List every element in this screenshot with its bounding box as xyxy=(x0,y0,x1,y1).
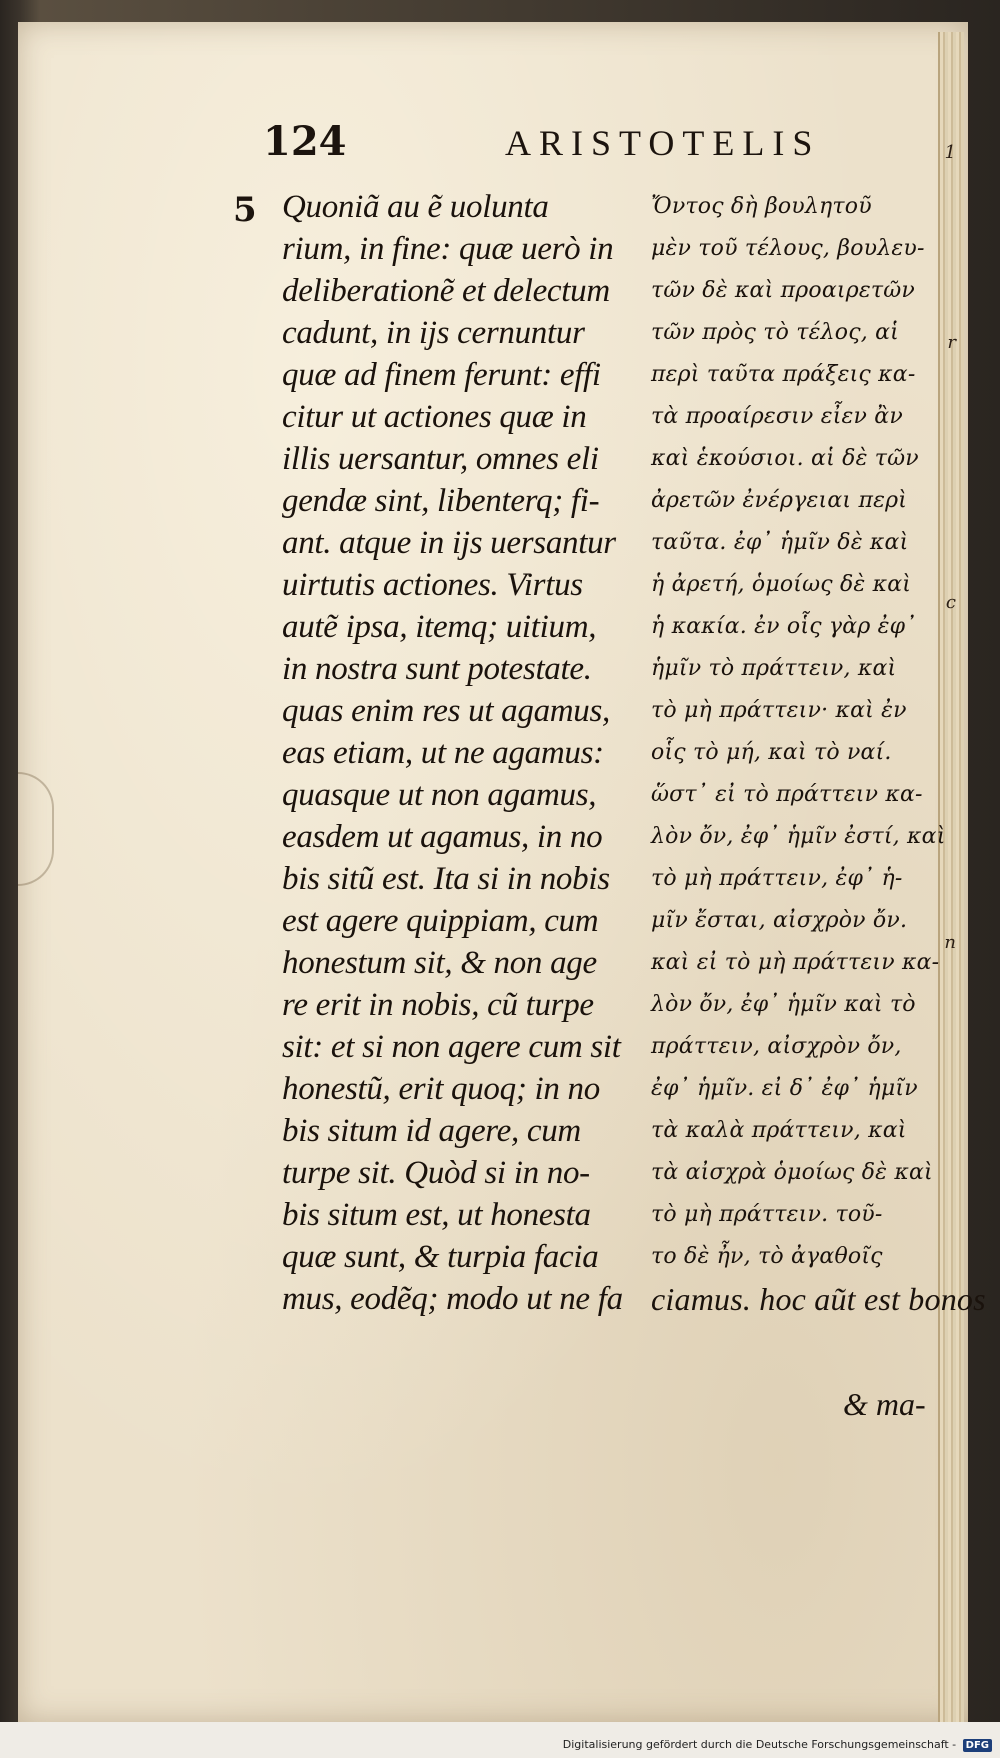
greek-line: οἷς τὸ μή, καὶ τὸ ναί. xyxy=(651,740,892,765)
greek-line: τὸ μὴ πράττειν· καὶ ἐν xyxy=(651,698,907,723)
latin-line: est agere quippiam, cum xyxy=(282,903,599,939)
latin-line: ant. atque in ijs uersantur xyxy=(282,525,616,561)
greek-line: ταῦτα. ἐφ᾽ ἡμῖν δὲ καὶ xyxy=(651,530,909,555)
greek-line: λὸν ὄν, ἐφ᾽ ἡμῖν καὶ τὸ xyxy=(651,992,916,1017)
latin-line: quæ ad finem ferunt: effi xyxy=(282,357,601,393)
credit-text: Digitalisierung gefördert durch die Deutsche Forschungsgemeinschaft - xyxy=(562,1738,957,1751)
greek-line: τὰ καλὰ πράττειν, καὶ xyxy=(651,1118,907,1143)
latin-line: in nostra sunt potestate. xyxy=(282,651,592,687)
latin-line: bis sitũ est. Ita si in nobis xyxy=(282,861,610,897)
latin-line: uirtutis actiones. Virtus xyxy=(282,567,583,603)
latin-line: Quoniã au ẽ uolunta xyxy=(282,189,549,225)
latin-line: bis situm id agere, cum xyxy=(282,1113,581,1149)
greek-line: τὸ μὴ πράττειν, ἐφ᾽ ἡ- xyxy=(651,866,903,891)
greek-line: ἡ κακία. ἐν οἷς γὰρ ἐφ᾽ xyxy=(651,614,917,639)
margin-line-number: 5 xyxy=(233,190,257,230)
latin-line: quasque ut non agamus, xyxy=(282,777,597,813)
latin-line: easdem ut agamus, in no xyxy=(282,819,603,855)
greek-line: ἡμῖν τὸ πράττειν, καὶ xyxy=(651,656,897,681)
latin-line: eas etiam, ut ne agamus: xyxy=(282,735,604,771)
latin-line: citur ut actiones quæ in xyxy=(282,399,587,435)
edge-glyph: 1 xyxy=(944,142,956,163)
greek-line: καὶ εἰ τὸ μὴ πράττειν κα- xyxy=(651,950,940,975)
edge-glyph: n xyxy=(944,932,956,953)
greek-line: ἀρετῶν ἐνέργειαι περὶ xyxy=(651,488,908,513)
catchword: & ma- xyxy=(843,1386,926,1422)
greek-line: πράττειν, αἰσχρὸν ὄν, xyxy=(651,1034,902,1059)
greek-line: ὥστ᾽ εἰ τὸ πράττειν κα- xyxy=(651,782,923,807)
greek-line: τῶν δὲ καὶ προαιρετῶν xyxy=(651,278,915,303)
binding-ring-mark xyxy=(18,772,54,886)
latin-line: quas enim res ut agamus, xyxy=(282,693,610,729)
greek-text-column xyxy=(651,186,986,1320)
greek-line: ciamus. hoc aũt est bonos xyxy=(651,1281,986,1317)
greek-line: το δὲ ἦν, τὸ ἀγαθοῖς xyxy=(651,1244,883,1269)
latin-line: gendæ sint, libenterq; fi- xyxy=(282,483,600,519)
greek-line: τὰ αἰσχρὰ ὁμοίως δὲ καὶ xyxy=(651,1160,933,1185)
greek-line: ἡ ἀρετή, ὁμοίως δὲ καὶ xyxy=(651,572,912,597)
latin-text-column xyxy=(282,186,642,1320)
latin-line: autẽ ipsa, itemq; uitium, xyxy=(282,609,597,645)
greek-line: ἐφ᾽ ἡμῖν. εἰ δ᾽ ἐφ᾽ ἡμῖν xyxy=(651,1076,918,1101)
latin-line: illis uersantur, omnes eli xyxy=(282,441,599,477)
greek-line: λὸν ὄν, ἐφ᾽ ἡμῖν ἐστί, καὶ xyxy=(651,824,946,849)
latin-line: cadunt, in ijs cernuntur xyxy=(282,315,585,351)
greek-line: τὰ προαίρεσιν εἶεν ἂν xyxy=(651,404,903,429)
edge-glyph: r xyxy=(947,332,956,353)
latin-line: deliberationẽ et delectum xyxy=(282,273,610,309)
greek-line: τὸ μὴ πράττειν. τοῦ- xyxy=(651,1202,883,1227)
digitization-credit xyxy=(563,1738,992,1752)
latin-line: honestum sit, & non age xyxy=(282,945,597,981)
latin-line: bis situm est, ut honesta xyxy=(282,1197,591,1233)
greek-line: Ὄντος δὴ βουλητοῦ xyxy=(651,194,872,219)
greek-line: μὲν τοῦ τέλους, βουλευ- xyxy=(651,236,925,261)
latin-line: honestũ, erit quoq; in no xyxy=(282,1071,600,1107)
edge-glyph: c xyxy=(945,592,956,613)
latin-line: turpe sit. Quòd si in no- xyxy=(282,1155,590,1191)
greek-line: περὶ ταῦτα πράξεις κα- xyxy=(651,362,916,387)
latin-line: mus, eodẽq; modo ut ne fa xyxy=(282,1281,623,1317)
page-header xyxy=(0,118,1000,178)
greek-line: τῶν πρὸς τὸ τέλος, αἱ xyxy=(651,320,899,345)
latin-line: rium, in fine: quæ uerò in xyxy=(282,231,614,267)
latin-line: re erit in nobis, cũ turpe xyxy=(282,987,594,1023)
dfg-logo: DFG xyxy=(963,1739,992,1752)
greek-line: καὶ ἑκούσιοι. αἱ δὲ τῶν xyxy=(651,446,919,471)
greek-line: μῖν ἔσται, αἰσχρὸν ὄν. xyxy=(651,908,908,933)
page-number: 124 xyxy=(263,118,347,165)
latin-line: sit: et si non agere cum sit xyxy=(282,1029,621,1065)
running-title: ARISTOTELIS xyxy=(505,123,821,163)
latin-line: quæ sunt, & turpia facia xyxy=(282,1239,599,1275)
